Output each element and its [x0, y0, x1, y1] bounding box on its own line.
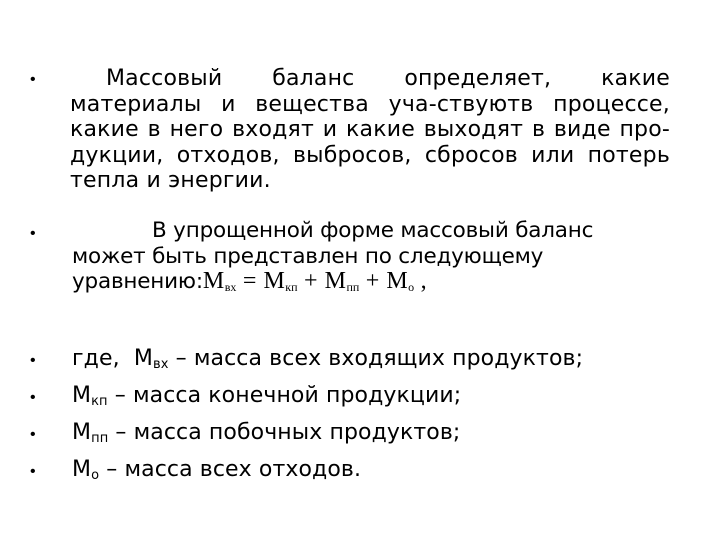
paragraph-simplified-form — [72, 218, 632, 301]
bullet-3: • — [30, 352, 36, 369]
paragraph-1-text: Массовый баланс определяет, какие материалы и вещества уча-ствуютв процессе, какие в него входят и какие выходят в виде про-дукции, отходов, выбросов, сбросов или потерь тепла и энергии. — [70, 66, 670, 193]
definition-m-input: где, $M_{вх}$ – масса всех входящих продуктов; — [72, 346, 584, 372]
bullet-1: • — [30, 71, 36, 88]
bullet-4: • — [30, 389, 36, 406]
definition-m-waste: $M_о$ – масса всех отходов. — [72, 457, 362, 483]
paragraph-2-text: В упрощенной форме массовый баланс может быть представлен по следующему уравнению: — [72, 218, 594, 294]
bullet-2: • — [30, 225, 36, 242]
bullet-5: • — [30, 426, 36, 443]
bullet-6: • — [30, 463, 36, 480]
definition-m-byproducts: $M_{пп}$ – масса побочных продуктов; — [72, 420, 461, 446]
mass-balance-equation: $M_{вх} = M_{кп} + M_{пп} + M_о$ , — [202, 268, 428, 294]
definition-m-final-product: $M_{кп}$ – масса конечной продукции; — [72, 383, 462, 409]
paragraph-mass-balance — [70, 66, 670, 194]
